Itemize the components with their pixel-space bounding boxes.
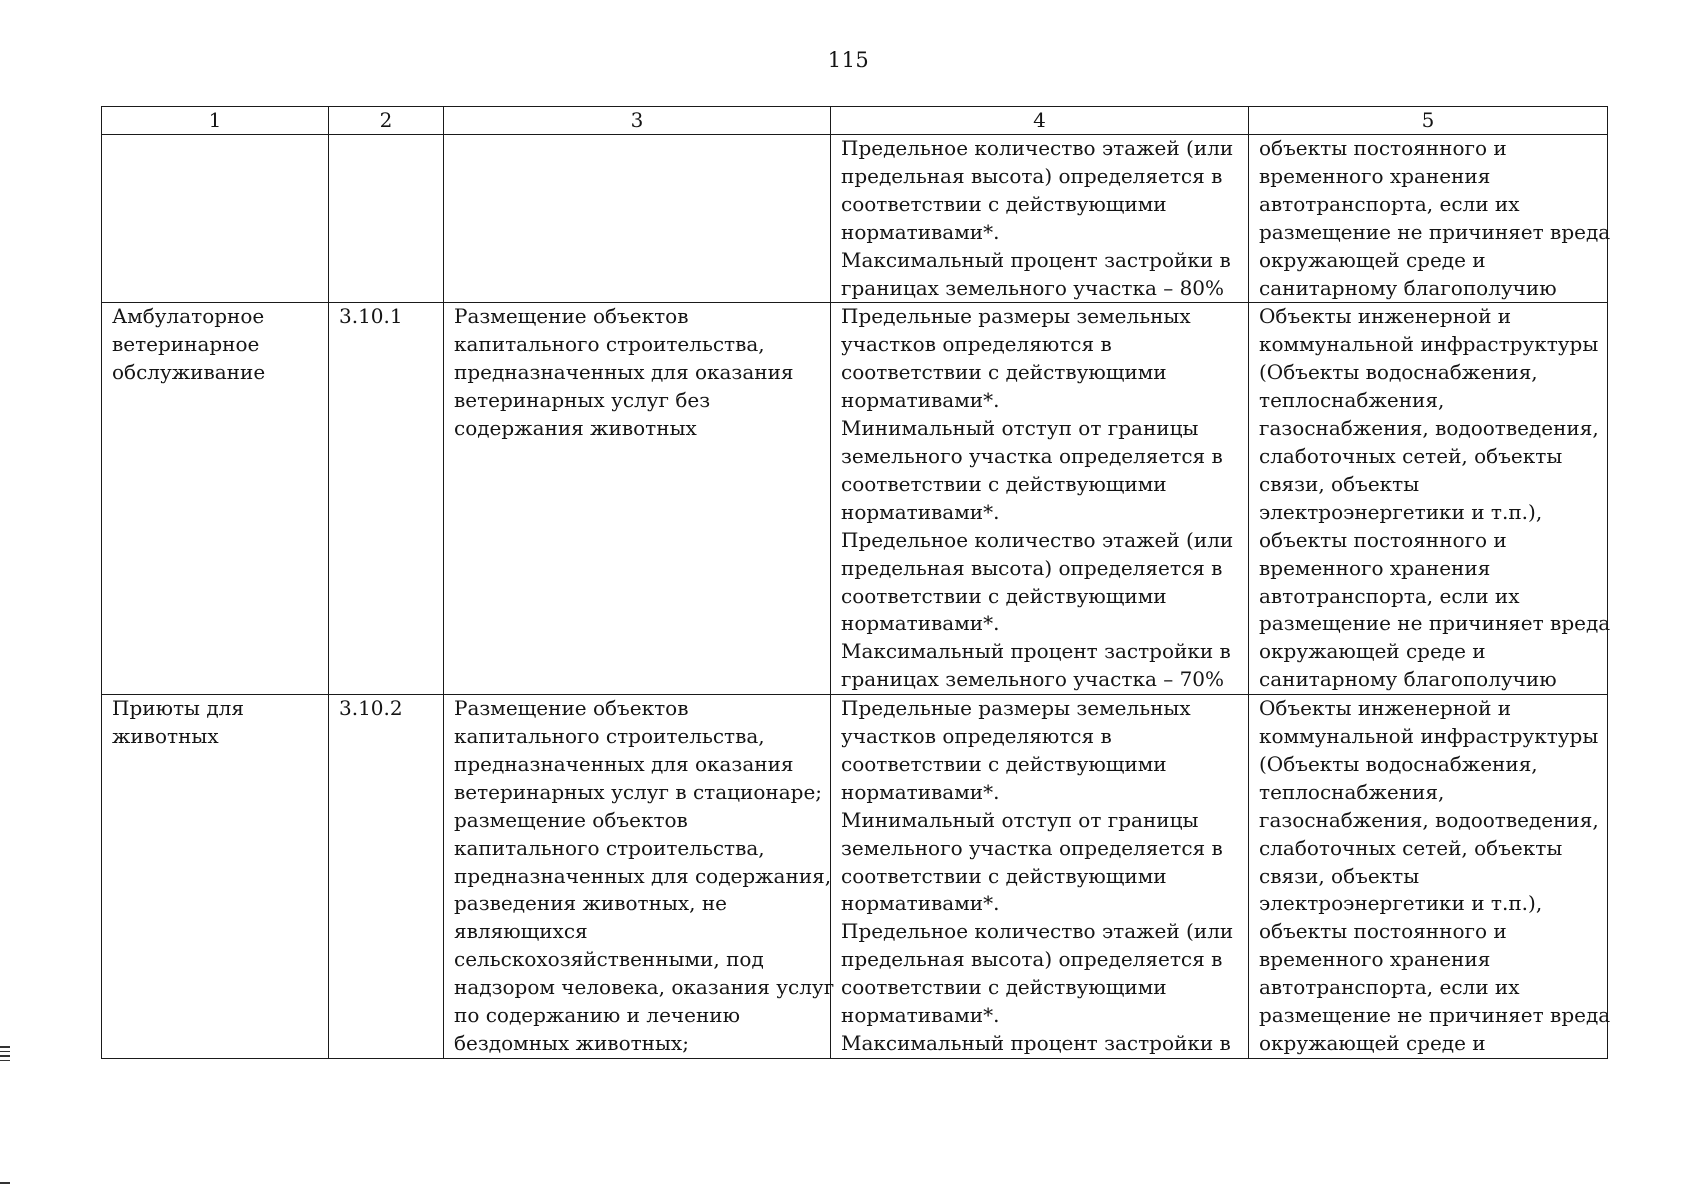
cell-parameters xyxy=(831,135,1249,303)
cell-text-line: являющихся xyxy=(454,919,588,944)
scan-margin-marks xyxy=(0,1046,10,1064)
cell-text-line: Объекты инженерной и xyxy=(1259,304,1512,329)
cell-use-description xyxy=(444,695,835,1059)
cell-text-line: связи, объекты xyxy=(1259,863,1420,888)
cell-text-line: электроэнергетики и т.п.), xyxy=(1259,891,1543,916)
cell-text-line: предназначенных для оказания xyxy=(454,751,794,776)
cell-text-line: соответствии с действующими xyxy=(841,360,1167,385)
cell-text-line: санитарному благополучию xyxy=(1259,667,1557,692)
cell-text-line: разведения животных, не xyxy=(454,891,728,916)
cell-use-description xyxy=(444,303,831,695)
cell-text-line: объекты постоянного и xyxy=(1259,919,1507,944)
cell-text-line: ветеринарных услуг без xyxy=(454,388,711,413)
scan-margin-mark xyxy=(0,1182,10,1187)
cell-text-line: Максимальный процент застройки в xyxy=(841,247,1231,272)
cell-text-line: надзором человека, оказания услуг xyxy=(454,975,835,1000)
cell-text-line: временного хранения xyxy=(1259,163,1491,188)
cell-text-line: автотранспорта, если их xyxy=(1259,975,1520,1000)
cell-text-line: капитального строительства, xyxy=(454,724,765,749)
cell-text-line: окружающей среде и xyxy=(1259,247,1486,272)
cell-text-line: нормативами*. xyxy=(841,779,1000,804)
cell-text-line: нормативами*. xyxy=(841,388,1000,413)
cell-text-line: Размещение объектов xyxy=(454,304,689,329)
cell-text-line: Предельное количество этажей (или xyxy=(841,527,1234,552)
cell-text-line: Приюты для xyxy=(112,696,244,721)
cell-text-line: санитарному благополучию xyxy=(1259,275,1557,300)
cell-text-line: предельная высота) определяется в xyxy=(841,163,1223,188)
cell-text-line: объекты постоянного и xyxy=(1259,136,1507,160)
cell-text-line: теплоснабжения, xyxy=(1259,388,1445,413)
cell-text-line: содержания животных xyxy=(454,416,697,441)
cell-text-line: соответствии с действующими xyxy=(841,975,1167,1000)
table-row xyxy=(102,135,1608,303)
column-header-1: 1 xyxy=(102,107,329,135)
cell-text-line: бездомных животных; xyxy=(454,1031,689,1055)
cell-text-line: размещение не причиняет вреда xyxy=(1259,1003,1611,1028)
cell-classifier-code xyxy=(329,695,444,1059)
cell-text-line: газоснабжения, водоотведения, xyxy=(1259,807,1599,832)
header-row xyxy=(102,107,1608,135)
cell-text-line: размещение объектов xyxy=(454,807,688,832)
zoning-regulations-table xyxy=(101,106,1611,1059)
cell-text-line: обслуживание xyxy=(112,360,266,385)
cell-text-line: капитального строительства, xyxy=(454,332,765,357)
cell-text-line: Предельные размеры земельных xyxy=(841,304,1191,329)
cell-text-line: Размещение объектов xyxy=(454,696,689,721)
cell-text-line: газоснабжения, водоотведения, xyxy=(1259,416,1599,441)
cell-text-line: предназначенных для оказания xyxy=(454,360,794,385)
cell-text-line: ветеринарных услуг в стационаре; xyxy=(454,779,823,804)
cell-text-line: Минимальный отступ от границы xyxy=(841,807,1199,832)
cell-text-line: ветеринарное xyxy=(112,332,260,357)
column-header-4: 4 xyxy=(831,107,1249,135)
cell-text-line: нормативами*. xyxy=(841,891,1000,916)
cell-text-line: электроэнергетики и т.п.), xyxy=(1259,499,1543,524)
table-body xyxy=(102,135,1611,1059)
column-header-3: 3 xyxy=(444,107,831,135)
cell-text-line: Максимальный процент застройки в xyxy=(841,1031,1231,1055)
cell-text-line: временного хранения xyxy=(1259,555,1491,580)
cell-text-line: теплоснабжения, xyxy=(1259,779,1445,804)
cell-text-line: 3.10.2 xyxy=(339,696,403,721)
cell-use-description xyxy=(444,135,831,303)
cell-text-line: окружающей среде и xyxy=(1259,639,1486,664)
cell-land-use-type xyxy=(102,695,329,1059)
cell-text-line: (Объекты водоснабжения, xyxy=(1259,751,1538,776)
column-header-5: 5 xyxy=(1249,107,1608,135)
cell-auxiliary-uses xyxy=(1249,135,1611,303)
cell-auxiliary-uses xyxy=(1249,303,1611,695)
cell-text-line: Максимальный процент застройки в xyxy=(841,639,1231,664)
cell-text-line: размещение не причиняет вреда xyxy=(1259,611,1611,636)
cell-text-line: слаботочных сетей, объекты xyxy=(1259,443,1563,468)
page-number: 115 xyxy=(827,48,870,72)
cell-auxiliary-uses xyxy=(1249,695,1611,1059)
cell-text-line: временного хранения xyxy=(1259,947,1491,972)
cell-text-line: земельного участка определяется в xyxy=(841,443,1223,468)
cell-text-line: участков определяются в xyxy=(841,724,1112,749)
cell-text-line: (Объекты водоснабжения, xyxy=(1259,360,1538,385)
cell-text-line: объекты постоянного и xyxy=(1259,527,1507,552)
cell-text-line: нормативами*. xyxy=(841,499,1000,524)
cell-text-line: предназначенных для содержания, xyxy=(454,863,832,888)
cell-text-line: соответствии с действующими xyxy=(841,583,1167,608)
cell-text-line: соответствии с действующими xyxy=(841,863,1167,888)
cell-text-line: нормативами*. xyxy=(841,219,1000,244)
cell-text-line: связи, объекты xyxy=(1259,471,1420,496)
cell-text-line: 3.10.1 xyxy=(339,304,403,329)
cell-text-line: размещение не причиняет вреда xyxy=(1259,219,1611,244)
cell-text-line: автотранспорта, если их xyxy=(1259,191,1520,216)
cell-text-line: Амбулаторное xyxy=(112,304,265,329)
cell-text-line: границах земельного участка – 70% xyxy=(841,667,1225,692)
column-header-2: 2 xyxy=(329,107,444,135)
cell-text-line: нормативами*. xyxy=(841,1003,1000,1028)
cell-parameters xyxy=(831,695,1249,1059)
cell-text-line: Объекты инженерной и xyxy=(1259,696,1512,721)
cell-text-line: нормативами*. xyxy=(841,611,1000,636)
cell-text-line: окружающей среде и xyxy=(1259,1031,1486,1055)
cell-text-line: автотранспорта, если их xyxy=(1259,583,1520,608)
table-header xyxy=(102,107,1608,135)
cell-text-line: по содержанию и лечению xyxy=(454,1003,741,1028)
table-row xyxy=(102,303,1608,695)
cell-land-use-type xyxy=(102,135,329,303)
cell-text-line: Минимальный отступ от границы xyxy=(841,416,1199,441)
cell-text-line: Предельное количество этажей (или xyxy=(841,136,1234,160)
cell-text-line: соответствии с действующими xyxy=(841,751,1167,776)
cell-text-line: слаботочных сетей, объекты xyxy=(1259,835,1563,860)
cell-text-line: Предельное количество этажей (или xyxy=(841,919,1234,944)
cell-text-line: соответствии с действующими xyxy=(841,471,1167,496)
cell-classifier-code xyxy=(329,303,444,695)
cell-text-line: Предельные размеры земельных xyxy=(841,696,1191,721)
cell-text-line: предельная высота) определяется в xyxy=(841,947,1223,972)
cell-parameters xyxy=(831,303,1249,695)
cell-text-line: участков определяются в xyxy=(841,332,1112,357)
cell-text-line: коммунальной инфраструктуры xyxy=(1259,332,1599,357)
cell-text-line: соответствии с действующими xyxy=(841,191,1167,216)
cell-text-line: предельная высота) определяется в xyxy=(841,555,1223,580)
cell-text-line: коммунальной инфраструктуры xyxy=(1259,724,1599,749)
cell-land-use-type xyxy=(102,303,329,695)
cell-classifier-code xyxy=(329,135,444,303)
table-row xyxy=(102,695,1608,1059)
cell-text-line: земельного участка определяется в xyxy=(841,835,1223,860)
cell-text-line: капитального строительства, xyxy=(454,835,765,860)
cell-text-line: границах земельного участка – 80% xyxy=(841,275,1225,300)
cell-text-line: сельскохозяйственными, под xyxy=(454,947,764,972)
cell-text-line: животных xyxy=(112,724,219,749)
